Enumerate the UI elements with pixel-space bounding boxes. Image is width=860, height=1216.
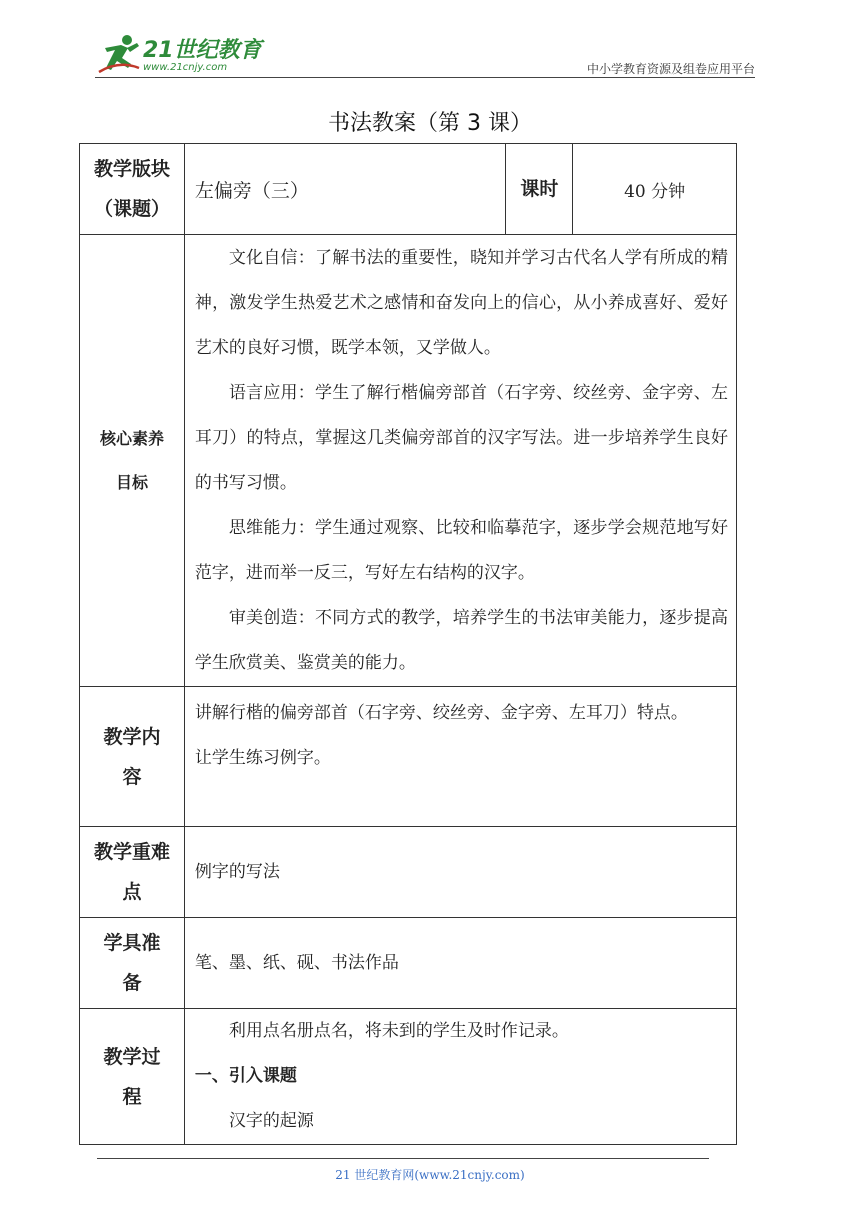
row-content xyxy=(80,687,737,827)
goal-culture: 文化自信：了解书法的重要性，晓知并学习古代名人学有所成的精神，激发学生热爱艺术之感情和奋发向上的信心，从小养成喜好、爱好艺术的良好习惯，既学本领，又学做人。 xyxy=(194,247,728,358)
header-divider xyxy=(95,77,755,78)
hours-label: 课时 xyxy=(506,144,573,235)
keypoints-label: 教学重难点 xyxy=(80,827,185,918)
runner-icon xyxy=(97,34,141,74)
logo-url: www.21cnjy.com xyxy=(143,62,228,73)
process-label: 教学过程 xyxy=(80,1009,185,1145)
page-header xyxy=(95,30,755,80)
process-line-2: 汉字的起源 xyxy=(228,1111,314,1131)
process-line-1: 利用点名册点名，将未到的学生及时作记录。 xyxy=(228,1021,569,1041)
process-body xyxy=(184,1009,736,1145)
hours-value: 40 分钟 xyxy=(573,144,737,235)
goal-thinking: 思维能力：学生通过观察、比较和临摹范字，逐步学会规范地写好范字，进而举一反三，写好左右结构的汉字。 xyxy=(194,517,728,583)
footer-divider xyxy=(97,1158,709,1159)
materials-value: 笔、墨、纸、砚、书法作品 xyxy=(184,918,736,1009)
materials-label: 学具准备 xyxy=(80,918,185,1009)
row-goals xyxy=(80,235,737,687)
goal-language: 语言应用：学生了解行楷偏旁部首（石字旁、绞丝旁、金字旁、左耳刀）的特点，掌握这几类偏旁部首的汉字写法。进一步培养学生良好的书写习惯。 xyxy=(194,382,728,493)
row-materials xyxy=(80,918,737,1009)
content-line-1: 讲解行楷的偏旁部首（石字旁、绞丝旁、金字旁、左耳刀）特点。 xyxy=(194,703,688,723)
site-logo[interactable] xyxy=(95,30,265,78)
content-body xyxy=(184,687,736,827)
platform-name: 中小学教育资源及组卷应用平台 xyxy=(586,62,755,76)
goals-content xyxy=(184,235,736,687)
row-topic xyxy=(80,144,737,235)
page-title: 书法教案（第 3 课） xyxy=(328,111,532,136)
lesson-plan-table xyxy=(79,143,737,1145)
topic-label: 教学版块（课题） xyxy=(80,144,185,235)
topic-value: 左偏旁（三） xyxy=(184,144,505,235)
keypoints-value: 例字的写法 xyxy=(184,827,736,918)
footer-link[interactable]: 21 世纪教育网(www.21cnjy.com) xyxy=(335,1168,525,1182)
row-process xyxy=(80,1009,737,1145)
goals-label: 核心素养目标 xyxy=(80,235,185,687)
content-label: 教学内容 xyxy=(80,687,185,827)
process-heading: 一、引入课题 xyxy=(194,1066,297,1086)
logo-text: 21世纪教育 xyxy=(143,38,262,63)
goal-aesthetic: 审美创造：不同方式的教学，培养学生的书法审美能力，逐步提高学生欣赏美、鉴赏美的能力。 xyxy=(194,607,728,673)
row-keypoints xyxy=(80,827,737,918)
content-line-2: 让学生练习例字。 xyxy=(194,748,331,768)
